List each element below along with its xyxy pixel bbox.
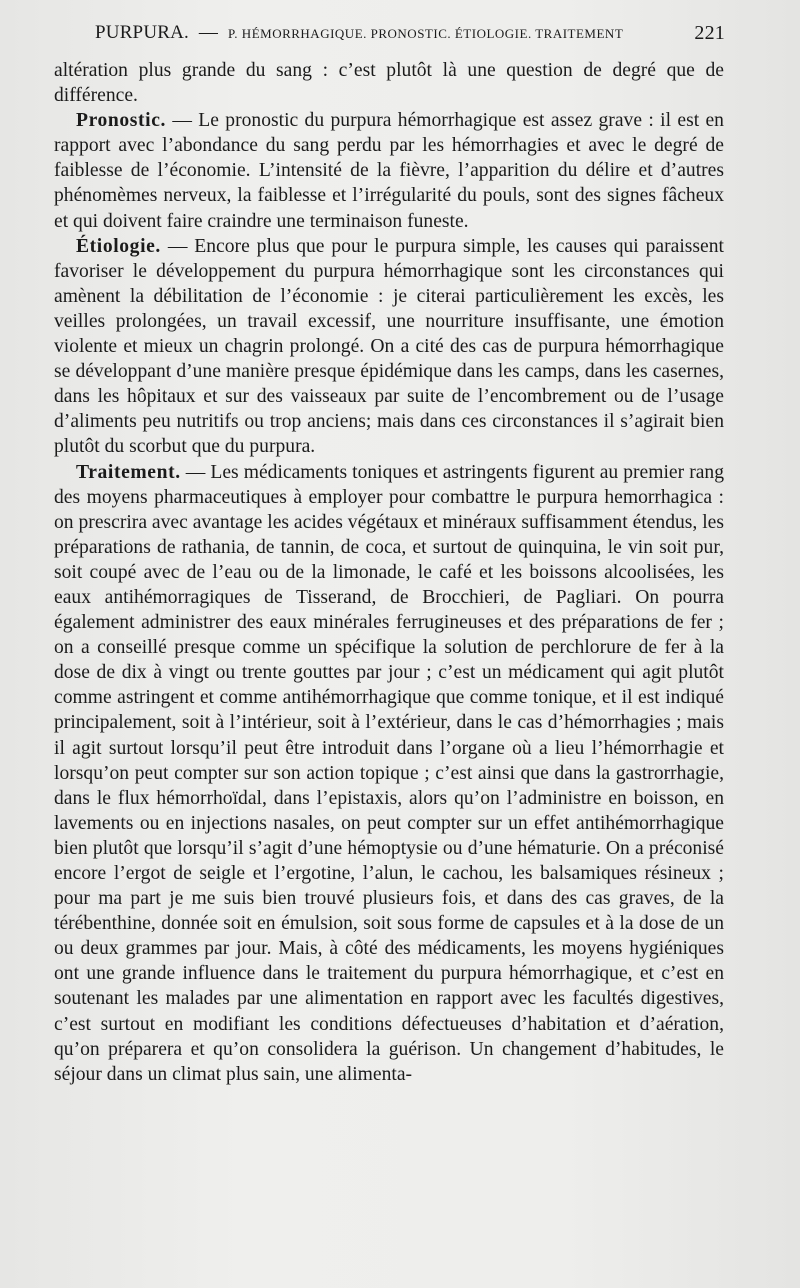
paragraph-text: — Encore plus que pour le purpura simple, les causes qui paraissent favoriser le développement du purpura hémorrhagique sont les circonstances qui amènent la débilitation de l’économie : je citerai particulièrement les excès, les veilles prolongées, un travail excessif, une nourriture insuffisante, une émotion violente et mieux un chagrin prolongé. On a cité des cas de purpura hémorrhagique se développant d’une manière presque épidémique dans les camps, dans les casernes, dans les hôpitaux et sur des vaisseaux par suite de l’encombrement ou de l’usage d’aliments peu nutritifs ou trop anciens; mais dans ces circonstances il s’agirait bien plutôt du scorbut que du purpura. xyxy=(54,235,724,458)
running-title xyxy=(95,22,623,44)
section-heading-pronostic: Pronostic. xyxy=(76,110,166,132)
paragraph-pronostic xyxy=(54,108,724,233)
paragraph-text: — Les médicaments toniques et astringents figurent au premier rang des moyens pharmaceutiques à employer pour combattre le purpura hemorrhagica : on prescrira avec avantage les acides végétaux et minéraux suffisamment étendus, les préparations de rathania, de tannin, de coca, et surtout de quinquina, le vin soit pur, soit coupé avec de l’eau ou de la limonade, le café et les boissons alcoolisées, les eaux antihémorragiques de Tisserand, de Brocchieri, de Pagliari. On pourra également administrer des eaux minérales ferrugineuses et des préparations de fer ; on a conseillé presque comme un spécifique la solution de perchlorure de fer à la dose de dix à vingt ou trente gouttes par jour ; c’est un médicament qui agit plutôt comme astringent et comme antihémorrhagique que comme tonique, et il est indiqué principalement, soit à l’intérieur, soit à l’extérieur, dans le cas d’hémorrhagies ; mais il agit surtout lorsqu’il peut être introduit dans l’organe où a lieu l’hémorrhagie et lorsqu’on peut compter sur son action topique ; c’est ainsi que dans la gastrorrhagie, dans le flux hémorrhoïdal, dans l’epistaxis, alors qu’on l’administre en boisson, en lavements ou en injections nasales, on peut compter sur un effet antihémorrhagique bien plutôt que lorsqu’il s’agit d’une hémoptysie ou d’une hématurie. On a préconisé encore l’ergot de seigle et l’ergotine, l’alun, le cachou, les balsamiques résineux ; pour ma part je me suis bien trouvé plusieurs fois, et dans des cas graves, de la térébenthine, donnée soit en émulsion, soit sous forme de capsules et à la dose de un ou deux grammes par jour. Mais, à côté des médicaments, les moyens hygiéniques ont une grande influence dans le traitement du purpura hémorrhagique, et c’est en soutenant les malades par une alimentation en rapport avec les facultés digestives, c’est surtout en modifiant les conditions défectueuses d’habitation et d’aération, qu’on préparera et qu’on consolidera la guérison. Un changement d’habitudes, le séjour dans un climat plus sain, une alimenta- xyxy=(54,461,725,1085)
paragraph-traitement xyxy=(54,460,724,1087)
paragraph-text: — Le pronostic du purpura hémorrhagique est assez grave : il est en rapport avec l’abondance du sang perdu par les hémorrhagies et avec le degré de faiblesse de l’économie. L’intensité de la fièvre, l’apparition du délire et d’autres phénomèmes nerveux, la faiblesse et l’irrégularité du pouls, sont des signes fâcheux et qui doivent faire craindre une terminaison funeste. xyxy=(54,110,724,232)
section-heading-traitement: Traitement. xyxy=(76,461,181,483)
header-subtitle: P. HÉMORRHAGIQUE. PRONOSTIC. ÉTIOLOGIE. TRAITEMENT xyxy=(228,26,624,41)
running-header xyxy=(95,22,725,50)
page-body xyxy=(54,58,724,1087)
paragraph-continuation xyxy=(54,58,724,108)
paragraph-etiologie xyxy=(54,234,724,460)
header-dash: — xyxy=(198,22,219,43)
header-title: PURPURA. xyxy=(95,22,189,43)
section-heading-etiologie: Étiologie. xyxy=(76,235,161,257)
paragraph-text: altération plus grande du sang : c’est plutôt là une question de degré que de différence. xyxy=(54,60,724,107)
page-number: 221 xyxy=(694,22,725,44)
